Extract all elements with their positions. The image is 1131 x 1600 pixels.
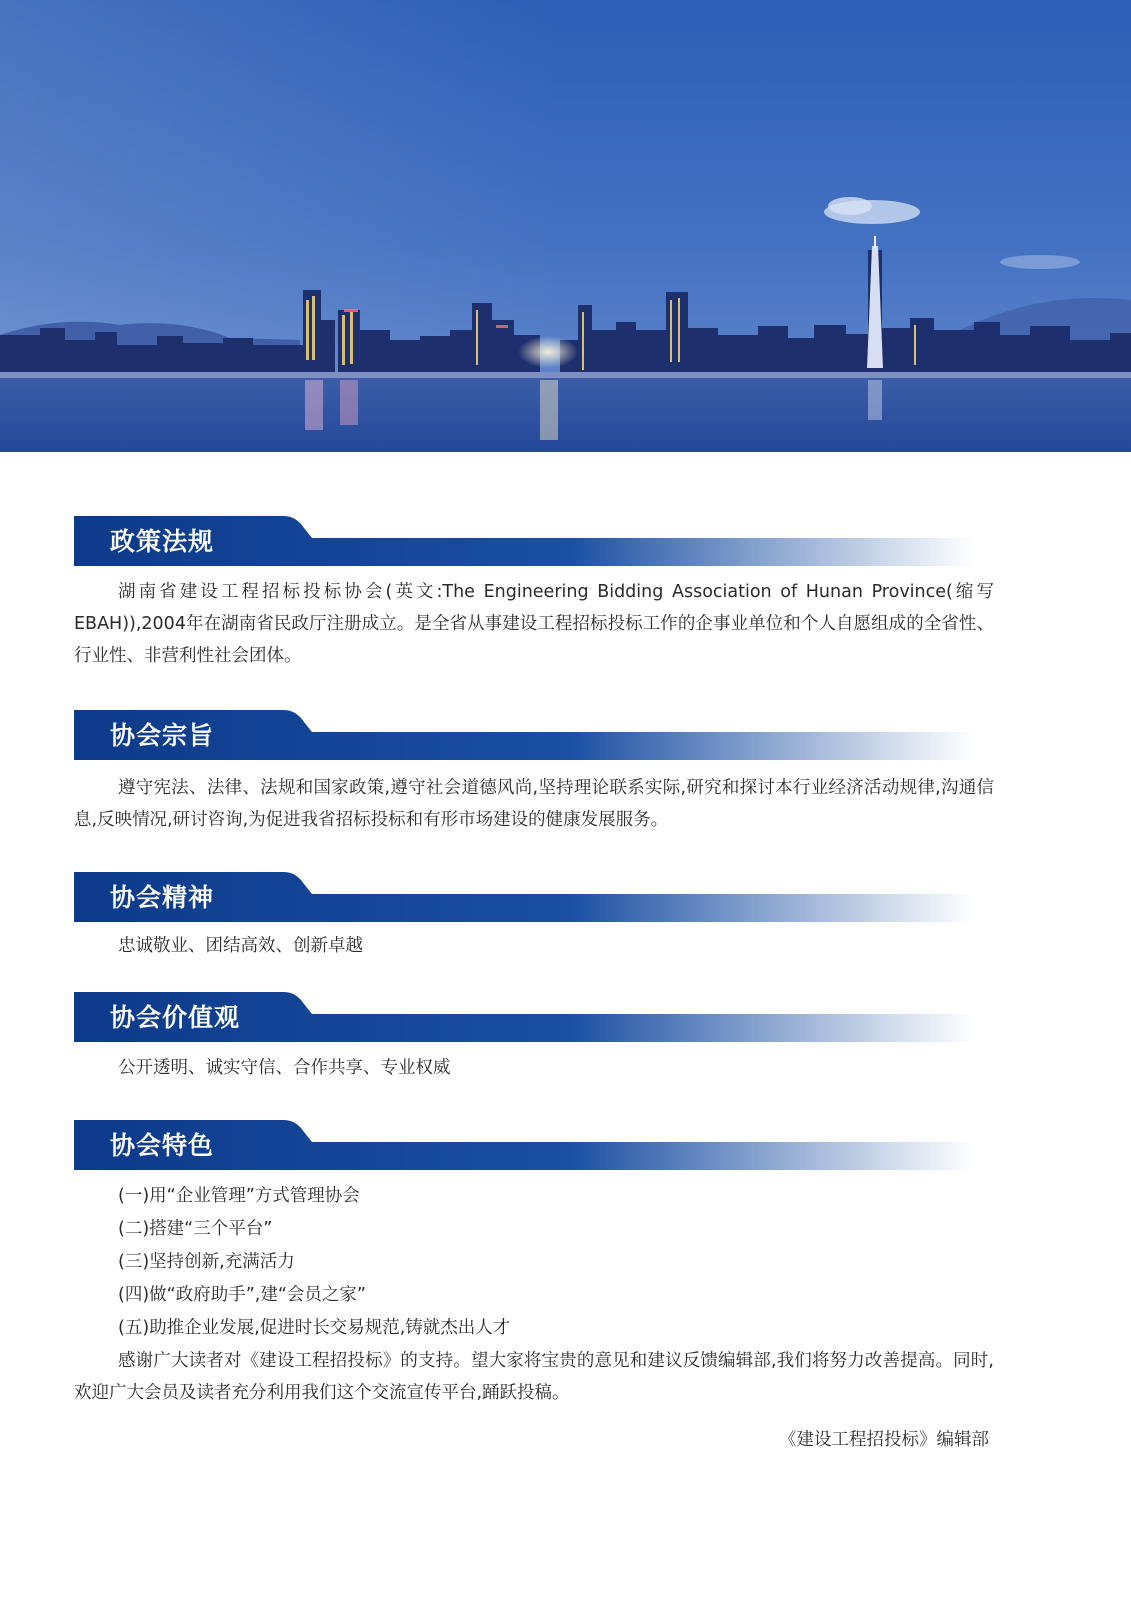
feature-item-4: (四)做“政府助手”,建“会员之家” bbox=[118, 1285, 366, 1305]
section-header-features bbox=[74, 1120, 974, 1170]
feature-item-2: (二)搭建“三个平台” bbox=[118, 1219, 273, 1239]
feature-item-3: (三)坚持创新,充满活力 bbox=[118, 1252, 295, 1272]
section-title: 协会特色 bbox=[110, 1131, 215, 1160]
section-title: 政策法规 bbox=[110, 527, 215, 556]
section-header-values bbox=[74, 992, 974, 1042]
section-title: 协会精神 bbox=[110, 883, 215, 912]
section-title: 协会价值观 bbox=[110, 1003, 241, 1032]
section-header-purpose bbox=[74, 710, 974, 760]
thanks-paragraph: 感谢广大读者对《建设工程招投标》的支持。望大家将宝贵的意见和建议反馈编辑部,我们将努力改善提高。同时,欢迎广大会员及读者充分利用我们这个交流宣传平台,踊跃投稿。 bbox=[74, 1351, 994, 1403]
feature-item-5: (五)助推企业发展,促进时长交易规范,铸就杰出人才 bbox=[118, 1318, 511, 1338]
spirit-text: 忠诚敬业、团结高效、创新卓越 bbox=[118, 936, 363, 956]
section-header-policy bbox=[74, 516, 974, 566]
purpose-paragraph: 遵守宪法、法律、法规和国家政策,遵守社会道德风尚,坚持理论联系实际,研究和探讨本行业经济活动规律,沟通信息,反映情况,研讨咨询,为促进我省招标投标和有形市场建设的健康发展服务。 bbox=[74, 778, 994, 830]
editorial-signature: 《建设工程招投标》编辑部 bbox=[779, 1430, 989, 1450]
hero-cityscape-photo bbox=[0, 0, 1131, 452]
section-title: 协会宗旨 bbox=[110, 721, 215, 750]
section-header-spirit bbox=[74, 872, 974, 922]
feature-item-1: (一)用“企业管理”方式管理协会 bbox=[118, 1186, 360, 1206]
policy-paragraph: 湖南省建设工程招标投标协会(英文:The Engineering Bidding Association of Hunan Province(缩写 EBAH)),2004年在湖南省民政厅注册成立。是全省从事建设工程招标投标工作的企事业单位和个人自愿组成的全省性、行业性、非营利性社会团体。 bbox=[74, 582, 994, 666]
values-text: 公开透明、诚实守信、合作共享、专业权威 bbox=[118, 1058, 451, 1078]
